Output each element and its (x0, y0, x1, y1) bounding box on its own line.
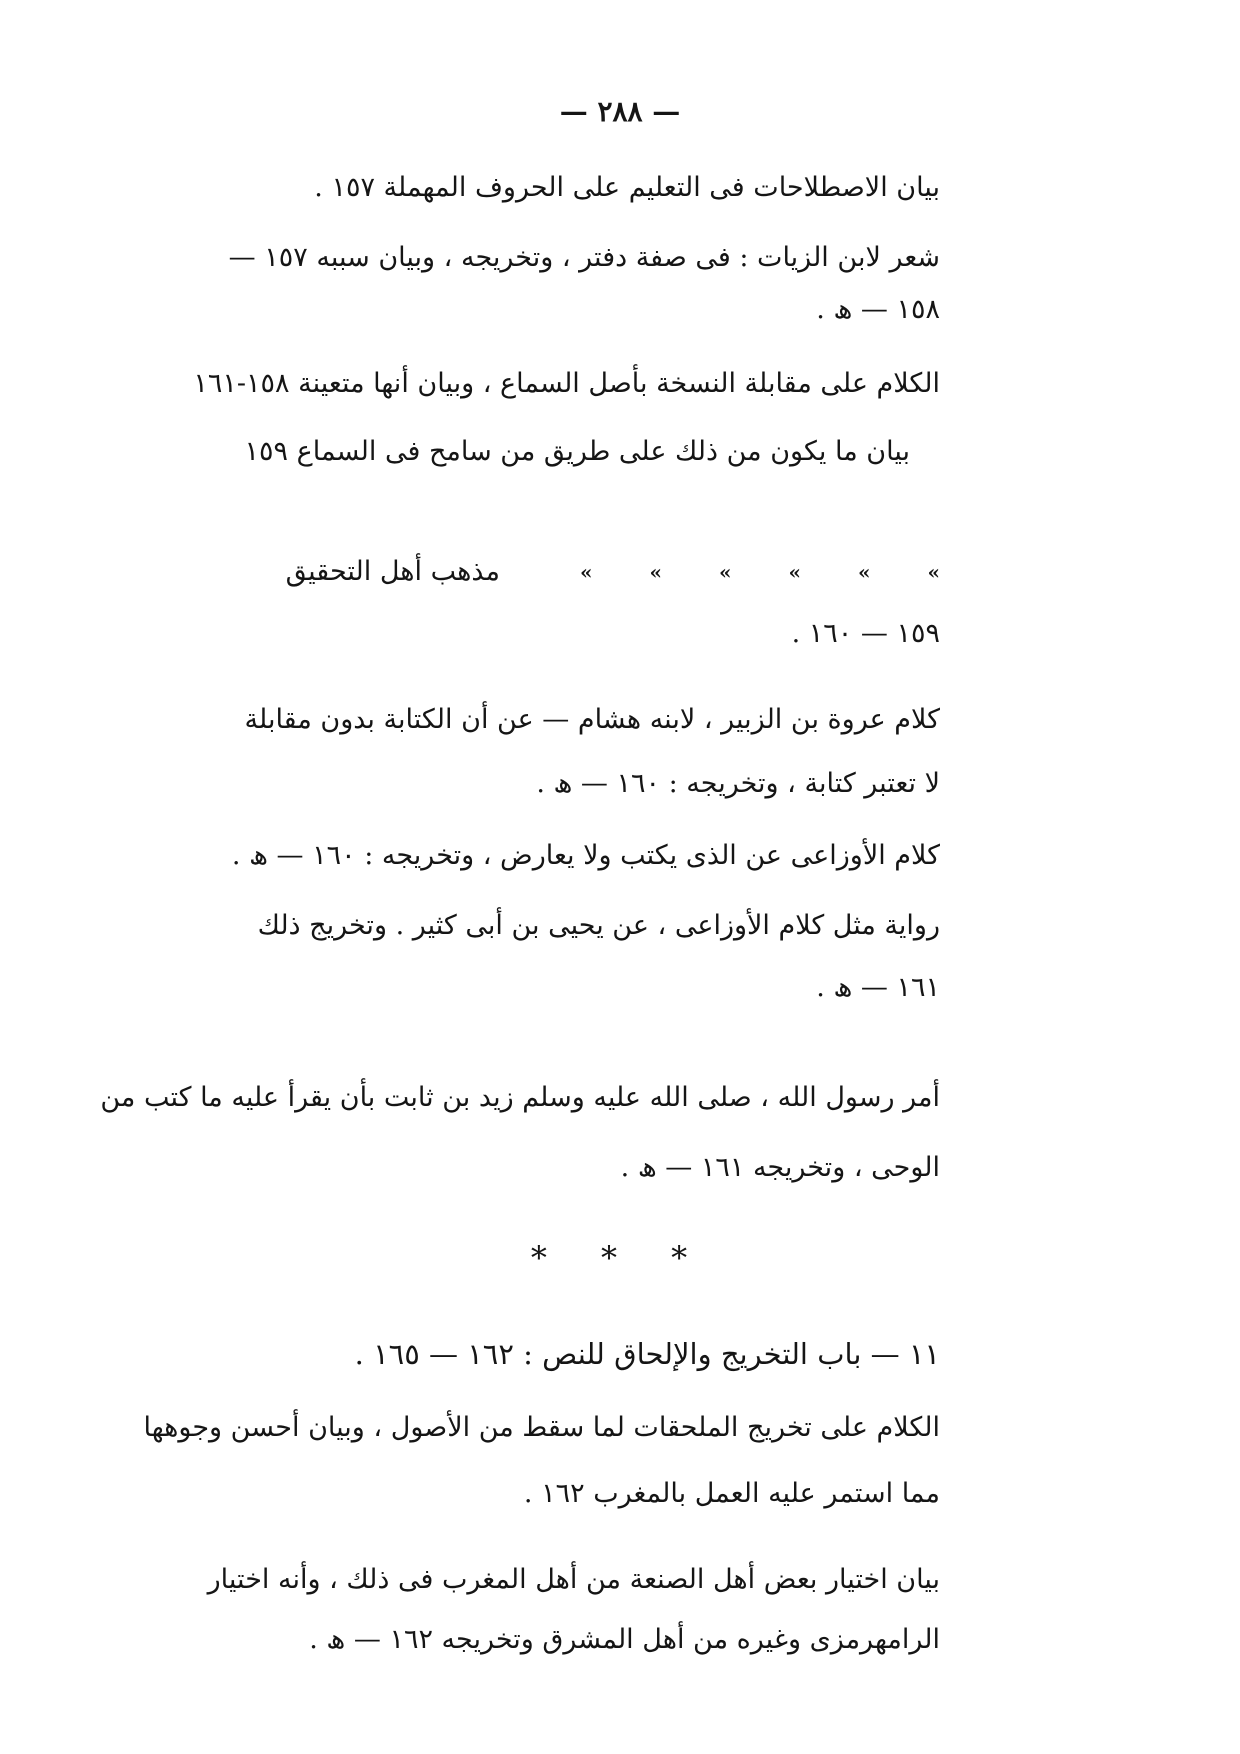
index-entry-line: بيان اختيار بعض أهل الصنعة من أهل المغرب فى ذلك ، وأنه اختيار (207, 1564, 940, 1595)
index-subentry-line: بيان ما يكون من ذلك على طريق من سامح فى السماع ١٥٩ (244, 436, 910, 467)
ditto-mark: » (858, 560, 871, 584)
index-entry-continuation: الوحى ، وتخريجه ١٦١ — ھ . (620, 1152, 940, 1183)
ditto-mark: » (649, 560, 662, 584)
section-heading: ١١ — باب التخريج والإلحاق للنص : ١٦٢ — ١٦٥ . (354, 1337, 940, 1371)
index-entry-line: شعر لابن الزيات : فى صفة دفتر ، وتخريجه ، وبيان سببه ١٥٧ — (228, 242, 940, 273)
page-number: — ٢٨٨ — (559, 95, 681, 128)
index-entry-continuation: لا تعتبر كتابة ، وتخريجه : ١٦٠ — ھ . (536, 768, 940, 799)
index-entry-line: كلام عروة بن الزبير ، لابنه هشام — عن أن الكتابة بدون مقابلة (244, 704, 940, 735)
index-entry-continuation: الرامهرمزى وغيره من أهل المشرق وتخريجه ١٦٢ — ھ . (309, 1624, 940, 1655)
index-entry-continuation: ١٥٩ — ١٦٠ . (791, 618, 940, 649)
index-entry-line: الكلام على تخريج الملحقات لما سقط من الأصول ، وبيان أحسن وجوهها (143, 1412, 940, 1443)
index-entry-continuation: ١٦١ — ھ . (816, 972, 940, 1003)
index-entry-line: كلام الأوزاعى عن الذى يكتب ولا يعارض ، وتخريجه : ١٦٠ — ھ . (231, 840, 940, 871)
ditto-mark: » (580, 560, 593, 584)
index-entry-continuation: مما استمر عليه العمل بالمغرب ١٦٢ . (523, 1478, 940, 1509)
ditto-mark: » (788, 560, 801, 584)
section-separator: * * * (530, 1239, 710, 1277)
ditto-mark: » (927, 560, 940, 584)
index-entry-line: رواية مثل كلام الأوزاعى ، عن يحيى بن أبى كثير . وتخريج ذلك (257, 910, 940, 941)
ditto-marks-row (580, 552, 940, 592)
index-entry-continuation: ١٥٨ — ھ . (816, 294, 940, 325)
index-subentry-line: مذهب أهل التحقيق (285, 556, 500, 587)
index-entry-line: بيان الاصطلاحات فى التعليم على الحروف المهملة ١٥٧ . (314, 172, 940, 203)
index-entry-line: أمر رسول الله ، صلى الله عليه وسلم زيد بن ثابت بأن يقرأ عليه ما كتب من (100, 1082, 940, 1113)
index-entry-line: الكلام على مقابلة النسخة بأصل السماع ، وبيان أنها متعينة ١٥٨-١٦١ (193, 368, 940, 399)
ditto-mark: » (719, 560, 732, 584)
